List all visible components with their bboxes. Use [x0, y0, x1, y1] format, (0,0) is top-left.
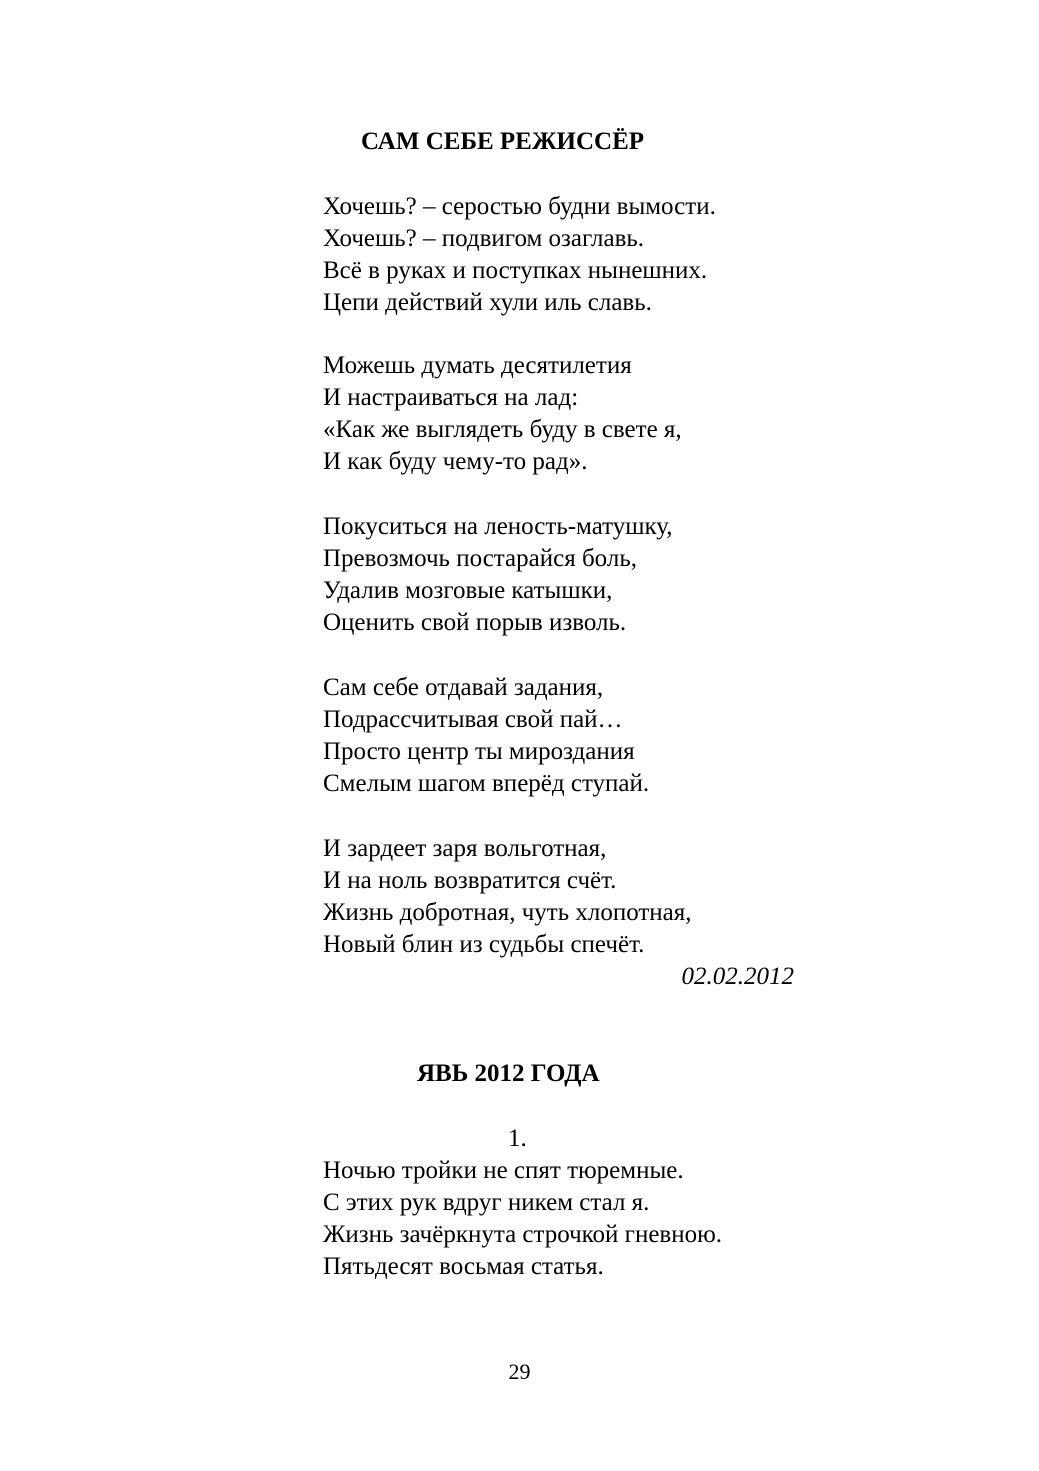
- poem-line: Хочешь? – серостью будни вымости.: [323, 193, 716, 220]
- poem-line: Жизнь зачёркнута строчкой гневною.: [323, 1221, 723, 1248]
- poem-line: Пятьдесят восьмая статья.: [323, 1253, 604, 1280]
- poem1-stanza-5: [323, 833, 692, 961]
- poem1-stanza-1: [323, 191, 716, 319]
- poem1-stanza-2: [323, 350, 682, 478]
- poem-line: И зардеет заря вольготная,: [323, 835, 607, 862]
- poem-line: И на ноль возвратится счёт.: [323, 867, 617, 894]
- poem-title-yav-2012-goda: ЯВЬ 2012 ГОДА: [417, 1060, 600, 1087]
- poem-line: С этих рук вдруг никем стал я.: [323, 1189, 650, 1216]
- poem-line: Цепи действий хули иль славь.: [323, 289, 652, 316]
- poem-line: И настраиваться на лад:: [323, 384, 579, 411]
- poem-line: Жизнь добротная, чуть хлопотная,: [323, 899, 692, 926]
- page-number: 29: [508, 1359, 531, 1384]
- poem-title-sam-sebe-rezhisser: САМ СЕБЕ РЕЖИССЁР: [361, 128, 645, 155]
- poem-line: Сам себе отдавай задания,: [323, 674, 604, 701]
- poem-section-number: 1.: [508, 1125, 527, 1152]
- poem-line: «Как же выглядеть буду в свете я,: [323, 416, 682, 443]
- poem-line: Подрассчитывая свой пай…: [323, 706, 623, 733]
- poem-line: Оценить свой порыв изволь.: [323, 609, 627, 636]
- poem2-stanza-1: [323, 1155, 722, 1283]
- poem-line: Превозмочь постарайся боль,: [323, 545, 637, 572]
- poem-line: Просто центр ты мироздания: [323, 738, 635, 765]
- poem-line: Смелым шагом вперёд ступай.: [323, 770, 650, 797]
- poem-line: Всё в руках и поступках нынешних.: [323, 257, 708, 284]
- poem-line: Новый блин из судьбы спечёт.: [323, 931, 645, 958]
- poem1-stanza-3: [323, 511, 673, 639]
- poem-date: 02.02.2012: [681, 963, 794, 990]
- poem-line: Можешь думать десятилетия: [323, 352, 632, 379]
- poem-line: Хочешь? – подвигом озаглавь.: [323, 225, 645, 252]
- poem-line: И как буду чему-то рад».: [323, 448, 588, 475]
- poem1-stanza-4: [323, 672, 649, 800]
- poem-line: Удалив мозговые катышки,: [323, 577, 613, 604]
- poem-line: Покуситься на леность-матушку,: [323, 513, 673, 540]
- poem-line: Ночью тройки не спят тюремные.: [323, 1157, 684, 1184]
